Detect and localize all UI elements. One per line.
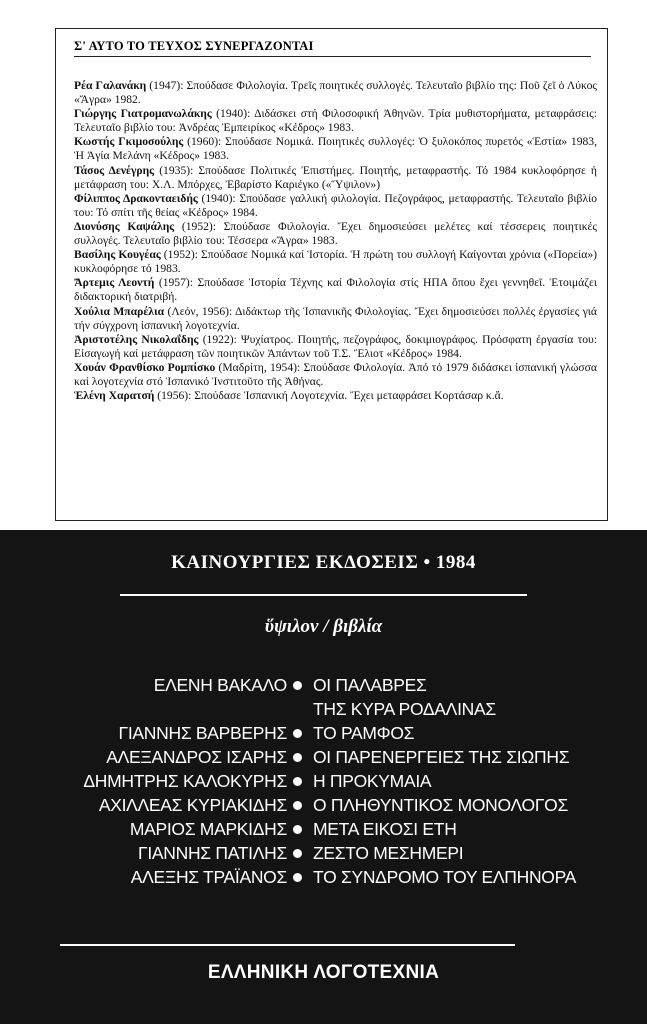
book-author: ΑΧΙΛΛΕΑΣ ΚΥΡΙΑΚΙΔΗΣ bbox=[98, 795, 287, 815]
bullet-icon bbox=[293, 753, 302, 762]
contributor-name: Ἑλένη Χαρατσή bbox=[74, 389, 155, 403]
bullet-icon bbox=[293, 873, 302, 882]
contributor-name: Ρέα Γαλανάκη bbox=[74, 79, 147, 92]
contributor-text: (1935): Σπούδασε Πολιτικές Ἐπιστήμες. Ποιητής, μεταφραστής. Τό 1984 κυκλοφόρησε ἡ μετάφραση του: Χ.Λ. Μπόρχες, Ἐβαρίστο Καριέγκο («Ὕψιλον») bbox=[74, 163, 597, 191]
book-title: Ο ΠΛΗΘΥΝΤΙΚΟΣ ΜΟΝΟΛΟΓΟΣ bbox=[313, 795, 569, 815]
book-row bbox=[0, 723, 647, 747]
contributor-name: Τάσος Δενέγρης bbox=[74, 163, 155, 177]
contributor-bio bbox=[74, 135, 597, 163]
contributor-name: Διονύσης Καψάλης bbox=[74, 219, 175, 233]
contributor-name: Κωστής Γκιμοσούλης bbox=[74, 135, 184, 149]
contributor-bio bbox=[74, 305, 597, 333]
book-title: Η ΠΡΟΚΥΜΑΙΑ bbox=[313, 771, 432, 791]
contributor-name: Χουάν Φρανθίσκο Ρομπίσκο bbox=[74, 360, 216, 374]
contributor-text: (1922): Ψυχίατρος. Ποιητής, πεζογράφος, δοκιμιογράφος. Πρόσφατη ἐργασία του: Εἰσαγωγή καί μετάφραση τῶν ποιητικῶν Ἁπάντων τοῦ Τ.Σ. Ἔλιοτ «Κέδρος» 1984. bbox=[74, 332, 597, 360]
bullet-icon bbox=[293, 825, 302, 834]
book-title: ΜΕΤΑ ΕΙΚΟΣΙ ΕΤΗ bbox=[313, 819, 457, 839]
contributor-text: (1952): Σπούδασε Νομικά καί Ἱστορία. Ἡ πρώτη του συλλογή Καίγονται χρόνια («Πορεία») κυκλοφόρησε τό 1983. bbox=[74, 248, 597, 276]
bullet-icon bbox=[293, 681, 302, 690]
contributor-text: (1960): Σπούδασε Νομικά. Ποιητικές συλλογές: Ὁ ξυλοκόπος πυρετός «Ἑστία» 1983, Ἡ Ἁγία Μελάνη «Κέδρος» 1983. bbox=[74, 135, 597, 163]
contributor-text: (1940): Σπούδασε γαλλική φιλολογία. Πεζογράφος, μεταφραστής. Τελευταῖο βιβλίο του: Τό σπίτι τῆς θείας «Κέδρος» 1984. bbox=[74, 191, 597, 219]
book-title: ΟΙ ΠΑΡΕΝΕΡΓΕΙΕΣ ΤΗΣ ΣΙΩΠΗΣ bbox=[313, 747, 570, 767]
contributors-box bbox=[55, 28, 608, 521]
contributors-list bbox=[74, 79, 597, 403]
contributor-name: Ἄρτεμις Λεοντή bbox=[74, 276, 155, 290]
contributor-text: (Μαδρίτη, 1954): Σπούδασε Φιλολογία. Ἀπό τό 1979 διδάσκει ἱσπανική γλώσσα καί λογοτεχνία στό Ἱσπανικό Ἰνστιτοῦτο τῆς Ἀθήνας. bbox=[74, 360, 597, 388]
book-title: ΤΟ ΡΑΜΦΟΣ bbox=[313, 723, 415, 743]
contributor-bio bbox=[74, 361, 597, 389]
contributor-name: Ἀριστοτέλης Νικολαΐδης bbox=[74, 332, 199, 346]
bullet-icon bbox=[293, 729, 302, 738]
contributor-name: Χούλια Μπαρέλια bbox=[74, 304, 165, 318]
contributor-text: (1947): Σπούδασε Φιλολογία. Τρεῖς ποιητικές συλλογές. Τελευταῖο βιβλίο της: Ποῦ ζεῖ ὁ Λύκος «Ἄγρα» 1982. bbox=[74, 79, 597, 107]
contributor-name: Γιώργης Γιατρομανωλάκης bbox=[74, 107, 212, 121]
book-title: ΟΙ ΠΑΛΑΒΡΕΣ bbox=[313, 675, 427, 695]
series-name: ΕΛΛΗΝΙΚΗ ΛΟΓΟΤΕΧΝΙΑ bbox=[207, 962, 440, 983]
contributors-header: Σ' ΑΥΤΟ ΤΟ ΤΕΥΧΟΣ ΣΥΝΕΡΓΑΖΟΝΤΑΙ bbox=[74, 39, 591, 57]
book-row bbox=[0, 819, 647, 843]
contributor-text: (1940): Διδάσκει στή Φιλοσοφική Ἀθηνῶν. Τρία μυθιστορήματα, μεταφράσεις: Τελευταῖο βιβλίο του: Ἀνδρέας Ἐμπειρίκος «Κέδρος» 1983. bbox=[74, 107, 597, 135]
new-releases-ad bbox=[0, 530, 647, 1024]
book-row bbox=[0, 675, 647, 699]
ad-title: ΚΑΙΝΟΥΡΓΙΕΣ ΕΚΔΟΣΕΙΣ • 1984 bbox=[171, 552, 476, 573]
book-row bbox=[0, 843, 647, 867]
book-title: ΤΗΣ ΚΥΡΑ ΡΟΔΑΛΙΝΑΣ bbox=[313, 699, 496, 719]
footer-divider bbox=[60, 944, 515, 946]
contributor-bio bbox=[74, 220, 597, 248]
book-title: ΖΕΣΤΟ ΜΕΣΗΜΕΡΙ bbox=[313, 843, 464, 863]
book-row bbox=[0, 747, 647, 771]
bullet-icon bbox=[293, 849, 302, 858]
ad-title-divider bbox=[120, 594, 527, 596]
book-row bbox=[0, 867, 647, 891]
book-author: ΜΑΡΙΟΣ ΜΑΡΚΙΔΗΣ bbox=[129, 819, 287, 839]
publisher-imprint: ὕψιλον / βιβλία bbox=[264, 616, 383, 637]
contributor-bio bbox=[74, 164, 597, 192]
contributor-text: (1956): Σπούδασε Ἱσπανική Λογοτεχνία. Ἔχει μεταφράσει Κορτάσαρ κ.ἄ. bbox=[154, 389, 504, 403]
contributor-bio bbox=[74, 248, 597, 276]
book-row bbox=[0, 771, 647, 795]
book-author: ΓΙΑΝΝΗΣ ΒΑΡΒΕΡΗΣ bbox=[118, 723, 287, 743]
book-row bbox=[0, 795, 647, 819]
book-row bbox=[0, 699, 647, 723]
book-author: ΑΛΕΞΗΣ ΤΡΑΪΑΝΟΣ bbox=[130, 867, 287, 887]
contributor-bio bbox=[74, 192, 597, 220]
contributor-bio bbox=[74, 107, 597, 135]
bullet-icon bbox=[293, 801, 302, 810]
book-title: ΤΟ ΣΥΝΔΡΟΜΟ ΤΟΥ ΕΛΠΗΝΟΡΑ bbox=[313, 867, 577, 887]
contributor-bio bbox=[74, 333, 597, 361]
contributor-name: Βασίλης Κουγέας bbox=[74, 248, 161, 262]
book-author: ΕΛΕΝΗ ΒΑΚΑΛΟ bbox=[153, 675, 287, 695]
bullet-icon bbox=[293, 777, 302, 786]
book-author: ΑΛΕΞΑΝΔΡΟΣ ΙΣΑΡΗΣ bbox=[106, 747, 287, 767]
contributor-bio bbox=[74, 276, 597, 304]
contributor-bio bbox=[74, 389, 597, 403]
contributor-bio bbox=[74, 79, 597, 107]
book-author: ΔΗΜΗΤΡΗΣ ΚΑΛΟΚΥΡΗΣ bbox=[83, 771, 287, 791]
contributor-text: (1957): Σπούδασε Ἱστορία Τέχνης καί Φιλολογία στίς ΗΠΑ ὅπου ἔχει γεννηθεῖ. Ἑτοιμάζει διδακτορική διατριβή. bbox=[74, 276, 597, 304]
book-author: ΓΙΑΝΝΗΣ ΠΑΤΙΛΗΣ bbox=[138, 843, 287, 863]
contributor-name: Φίλιππος Δρακονταειδής bbox=[74, 191, 198, 205]
book-list bbox=[0, 675, 647, 891]
contributor-text: (Λεόν, 1956): Διδάκτωρ τῆς Ἱσπανικῆς Φιλολογίας. Ἔχει δημοσιεύσει πολλές ἐργασίες γιά τήν σύγχρονη ἱσπανική λογοτεχνία. bbox=[74, 304, 598, 332]
contributor-text: (1952): Σπούδασε Φιλολογία. Ἔχει δημοσιεύσει μελέτες καί τέσσερεις ποιητικές συλλογές. Τελευταῖο βιβλίο του: Τέσσερα «Ἄγρα» 1983. bbox=[74, 219, 598, 248]
